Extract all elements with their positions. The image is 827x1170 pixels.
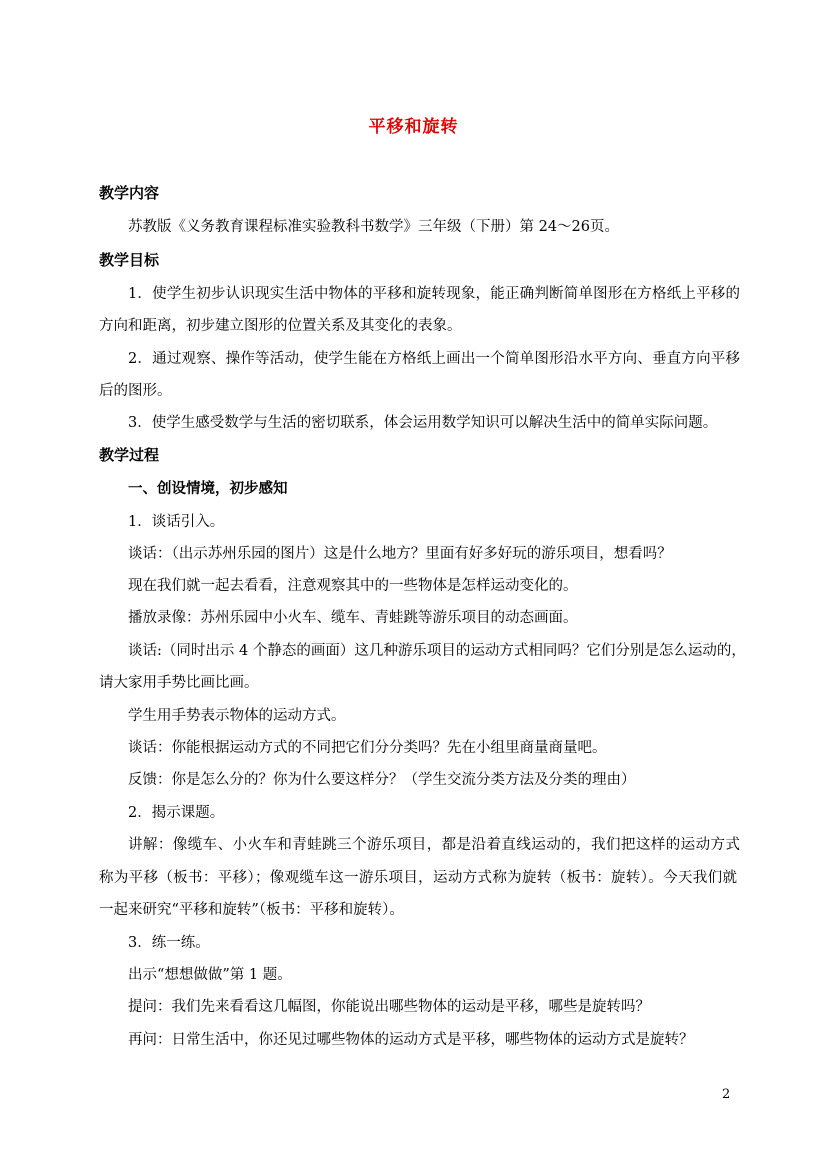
- paragraph: 反馈：你是怎么分的？你为什么要这样分？（学生交流分类方法及分类的理由）: [128, 772, 636, 788]
- paragraph: 1．谈话引入。: [128, 514, 225, 530]
- paragraph: 请大家用手势比画比画。: [99, 675, 259, 691]
- paragraph: 谈话：（出示苏州乐园的图片）这是什么地方？里面有好多好玩的游乐项目，想看吗？: [128, 546, 672, 562]
- paragraph: 一起来研究“平移和旋转”（板书：平移和旋转）。: [99, 902, 404, 918]
- paragraph: 1．使学生初步认识现实生活中物体的平移和旋转现象，能正确判断简单图形在方格纸上平移的: [128, 286, 740, 302]
- heading-process: 教学过程: [99, 446, 160, 464]
- heading-goals: 教学目标: [99, 251, 160, 269]
- paragraph: 学生用手势表示物体的运动方式。: [128, 708, 346, 724]
- heading-content: 教学内容: [99, 184, 160, 202]
- paragraph: 2．通过观察、操作等活动，使学生能在方格纸上画出一个简单图形沿水平方向、垂直方向平移: [128, 351, 740, 367]
- paragraph: 3．练一练。: [128, 935, 210, 951]
- paragraph: 谈话：你能根据运动方式的不同把它们分分类吗？先在小组里商量商量吧。: [128, 740, 607, 756]
- paragraph: 播放录像：苏州乐园中小火车、缆车、青蛙跳等游乐项目的动态画面。: [128, 610, 578, 626]
- subheading: 一、创设情境，初步感知: [128, 480, 288, 497]
- paragraph: 苏教版《义务教育课程标准实验教科书数学》三年级（下册）第 24～26页。: [128, 219, 620, 235]
- paragraph: 3．使学生感受数学与生活的密切联系，体会运用数学知识可以解决生活中的简单实际问题。: [128, 415, 718, 431]
- paragraph: 现在我们就一起去看看，注意观察其中的一些物体是怎样运动变化的。: [128, 578, 578, 594]
- paragraph: 后的图形。: [99, 383, 172, 399]
- paragraph: 出示“想想做做”第 1 题。: [128, 967, 292, 983]
- page-title: 平移和旋转: [368, 117, 459, 137]
- paragraph: 提问：我们先来看看这几幅图，你能说出哪些物体的运动是平移，哪些是旋转吗？: [128, 999, 650, 1015]
- paragraph: 称为平移（板书：平移）；像观缆车这一游乐项目，运动方式称为旋转（板书：旋转）。今天我们就: [99, 870, 737, 886]
- paragraph: 谈话:（同时出示 4 个静态的画面）这几种游乐项目的运动方式相同吗？它们分别是怎么运动的，: [128, 643, 746, 659]
- paragraph: 再问：日常生活中，你还见过哪些物体的运动方式是平移，哪些物体的运动方式是旋转？: [128, 1032, 694, 1048]
- paragraph: 2．揭示课题。: [128, 805, 225, 821]
- page-number: 2: [722, 1087, 731, 1102]
- paragraph: 方向和距离，初步建立图形的位置关系及其变化的表象。: [99, 318, 462, 334]
- paragraph: 讲解：像缆车、小火车和青蛙跳三个游乐项目，都是沿着直线运动的，我们把这样的运动方式: [128, 837, 740, 853]
